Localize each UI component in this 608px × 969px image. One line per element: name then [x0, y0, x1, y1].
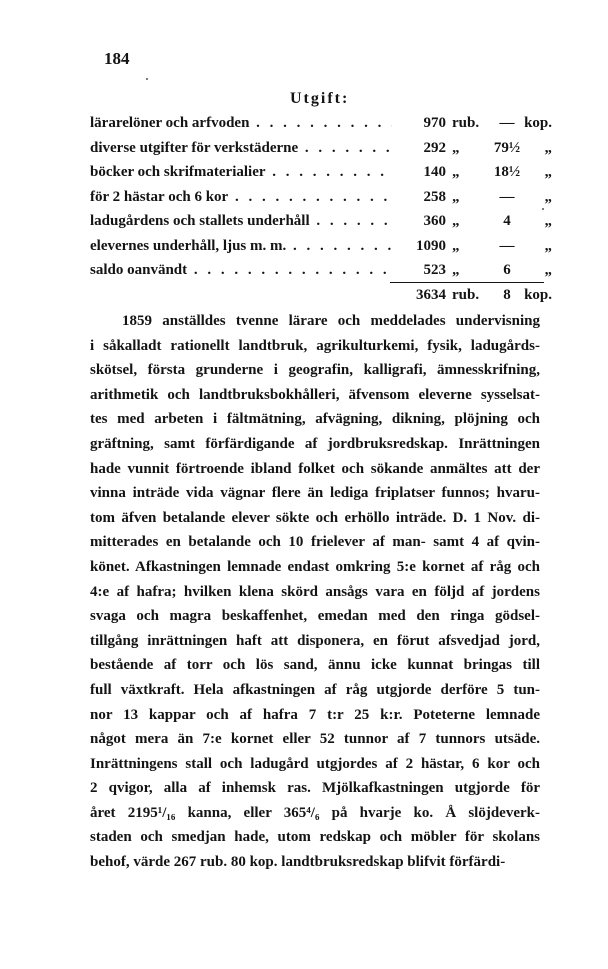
expense-kop-unit: „ [544, 164, 552, 180]
expense-unit: „ [452, 139, 460, 156]
paragraph-line: nor 13 kappar och af hafra 7 t:r 25 k:r. Poteterne lemnade [90, 706, 540, 723]
expense-label: saldo oanvändt . . . [90, 258, 392, 283]
expense-label: för 2 hästar och 6 kor . . . [90, 185, 392, 210]
expense-kop-unit: „ [544, 188, 552, 205]
expense-amount: 140 [423, 164, 446, 180]
expense-unit: rub. [452, 115, 480, 131]
paragraph-line: könet. Afkastningen lemnade endast omkring 5:e kornet af råg och [90, 558, 540, 575]
expense-amount: 523 [423, 262, 446, 278]
print-speck [542, 208, 544, 210]
paragraph-line: vinna inträde vida vägnar flere än lediga friplatser funnos; hvaru- [90, 485, 540, 502]
expense-unit: „ [452, 262, 460, 278]
paragraph-line: full växtkraft. Hela afkastningen af råg utgjorde derföre 5 tun- [90, 681, 540, 698]
expense-kop: — [499, 188, 515, 205]
total-kop: 8 [503, 287, 511, 303]
paragraph-line: hade vunnit förtroende ibland folket och sökande anmältes att der [90, 460, 540, 477]
paragraph-line: året 2195¹/₁₆ kanna, eller 365⁴/₆ på hvarje ko. Å slöjdeverk- [90, 804, 540, 821]
expense-amount: 258 [423, 188, 446, 205]
expense-label: ladugårdens och stallets underhåll . . . [90, 209, 392, 234]
expense-unit: „ [452, 213, 460, 229]
body-paragraph [90, 309, 540, 875]
paragraph-line: Inrättningens stall och ladugård utgjordes af 2 hästar, 6 kor och [90, 755, 540, 772]
expense-amount: 970 [423, 115, 446, 131]
paragraph-line: tillgång inrättningen haft att disponera, en förut afsvedjad jord, [90, 632, 540, 649]
print-speck [146, 78, 148, 80]
paragraph-line: tom äfven betalande elever sökte och erhöllo inträde. D. 1 Nov. di- [90, 509, 540, 526]
expense-kop-unit: „ [544, 213, 552, 229]
expense-kop-unit: „ [544, 237, 552, 254]
expense-kop-unit: „ [544, 139, 552, 156]
expense-kop: 79½ [493, 139, 521, 156]
expense-kop-unit: kop. [524, 115, 552, 131]
paragraph-line: tes med arbeten i fältmätning, afvägning, dikning, plöjning och [90, 411, 540, 428]
expense-row [90, 160, 552, 185]
total-kop-unit: kop. [524, 287, 552, 303]
expense-unit: „ [452, 188, 460, 205]
expense-row [90, 209, 552, 234]
expense-label: diverse utgifter för verkstäderne . . . [90, 136, 392, 161]
paragraph-line: svaga och magra beskaffenhet, emedan med den ringa gödsel- [90, 608, 540, 625]
expense-label: böcker och skrifmaterialier . . . [90, 160, 392, 185]
paragraph-line: 1859 anställdes tvenne lärare och meddelades undervisning [122, 313, 540, 329]
total-unit: rub. [452, 287, 480, 303]
expense-row [90, 258, 552, 283]
total-rule [390, 282, 544, 283]
expense-unit: „ [452, 237, 460, 254]
expense-amount: 360 [423, 213, 446, 229]
paragraph-line: något mera än 7:e kornet eller 52 tunnor af 7 tunnors utsäde. [90, 731, 540, 748]
page-number: 184 [104, 49, 130, 68]
total-amount: 3634 [416, 287, 446, 303]
paragraph-line: bestående af torr och lös sand, ännu icke kunnat bringas till [90, 657, 540, 674]
paragraph-line: mitterades en betalande och 10 frielever af man- samt 4 af qvin- [90, 534, 540, 551]
expense-kop-unit: „ [544, 262, 552, 278]
expense-amount: 292 [423, 139, 446, 156]
expense-kop: 4 [503, 213, 511, 229]
expense-table [90, 111, 552, 283]
expense-kop: — [499, 115, 515, 131]
expense-row [90, 234, 552, 259]
expense-label: lärarelöner och arfvoden . . . [90, 111, 392, 136]
expense-row [90, 136, 552, 161]
paragraph-line: gräftning, samt förfärdigande af jordbruksredskap. Inrättningen [90, 435, 540, 452]
expense-unit: „ [452, 164, 460, 180]
expense-kop: — [499, 237, 515, 254]
expense-amount: 1090 [416, 237, 446, 254]
expense-kop: 6 [503, 262, 511, 278]
paragraph-line: 4:e af hafra; hvilken klena skörd ansågs vara en följd af jordens [90, 583, 540, 600]
expense-label: elevernes underhåll, ljus m. m. . . . [90, 234, 392, 259]
expense-kop: 18½ [493, 164, 521, 180]
section-heading: Utgift: [290, 90, 350, 107]
expense-row [90, 111, 552, 136]
paragraph-line: i såkalladt rationellt landtbruk, agrikulturkemi, fysik, ladugårds- [90, 337, 540, 354]
total-row [90, 284, 552, 306]
paragraph-line: staden och smedjan hade, utom redskap och möbler för skolans [90, 829, 540, 846]
paragraph-line: behof, värde 267 rub. 80 kop. landtbruksredskap blifvit förfärdi- [90, 854, 506, 871]
paragraph-line: arithmetik och landtbruksbokhålleri, äfvensom eleverne sysselsat- [90, 386, 540, 403]
expense-row [90, 185, 552, 210]
paragraph-line: 2 qvigor, alla af inhemsk ras. Mjölkafkastningen utgjorde för [90, 780, 540, 797]
paragraph-line: skötsel, första grunderne i geografin, kalligrafi, ämnesskrifning, [90, 362, 540, 379]
